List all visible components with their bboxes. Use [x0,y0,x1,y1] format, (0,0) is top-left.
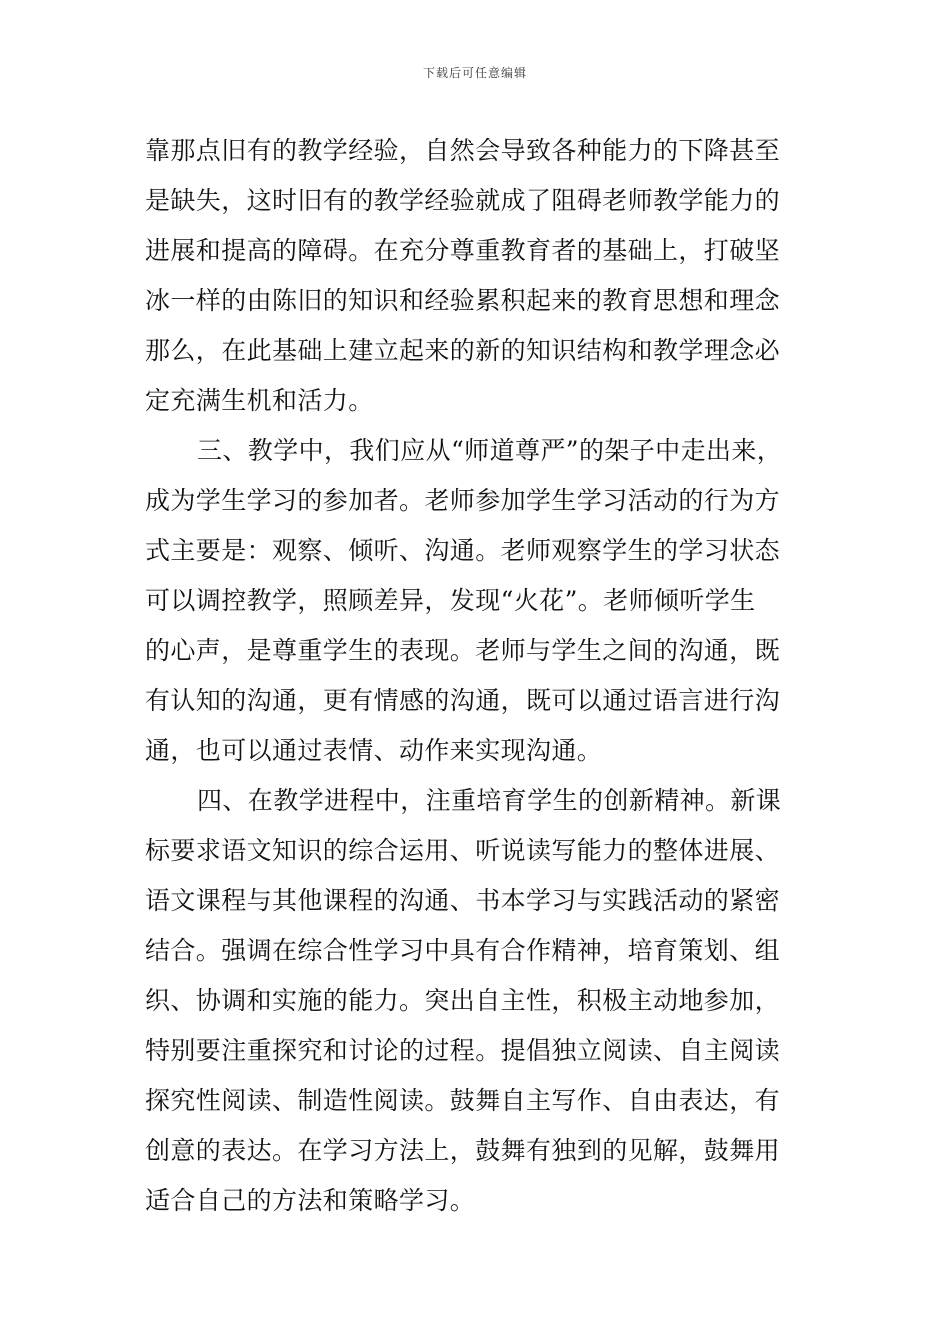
text-line: 通，也可以通过表情、动作来实现沟通。 [145,736,603,765]
text-line: 适合自己的方法和策略学习。 [145,1186,476,1215]
page-header: 下载后可任意编辑 [422,66,527,80]
text-line: 标要求语文知识的综合运用、听说读写能力的整体进展、 [145,836,781,865]
text-line: 织、协调和实施的能力。突出自主性，积极主动地参加， [145,986,781,1015]
text-line: 特别要注重探究和讨论的过程。提倡独立阅读、自主阅读 [145,1036,781,1065]
text-line: 是缺失，这时旧有的教学经验就成了阻碍老师教学能力的 [145,186,781,215]
text-line: 定充满生机和活力。 [145,386,374,415]
text-line: 靠那点旧有的教学经验，自然会导致各种能力的下降甚至 [145,136,781,165]
text-line: 的心声，是尊重学生的表现。老师与学生之间的沟通，既 [145,636,781,665]
text-line: 有认知的沟通，更有情感的沟通，既可以通过语言进行沟 [145,686,781,715]
text-line: 结合。强调在综合性学习中具有合作精神，培育策划、组 [145,936,781,965]
text-line: 语文课程与其他课程的沟通、书本学习与实践活动的紧密 [145,886,781,915]
paragraph-start-line: 三、教学中，我们应从“师道尊严”的架子中走出来， [197,436,783,465]
text-line: 那么，在此基础上建立起来的新的知识结构和教学理念必 [145,336,781,365]
text-line: 成为学生学习的参加者。老师参加学生学习活动的行为方 [145,486,781,515]
text-line: 冰一样的由陈旧的知识和经验累积起来的教育思想和理念 [145,286,781,315]
text-line: 可以调控教学，照顾差异，发现“火花”。老师倾听学生 [145,586,756,615]
document-body [145,126,825,1226]
text-line: 式主要是：观察、倾听、沟通。老师观察学生的学习状态 [145,536,781,565]
paragraph-start-line: 四、在教学进程中，注重培育学生的创新精神。新课 [197,786,782,815]
text-line: 进展和提高的障碍。在充分尊重教育者的基础上，打破坚 [145,236,781,265]
text-line: 探究性阅读、制造性阅读。鼓舞自主写作、自由表达，有 [145,1086,781,1115]
text-line: 创意的表达。在学习方法上，鼓舞有独到的见解，鼓舞用 [145,1136,781,1165]
